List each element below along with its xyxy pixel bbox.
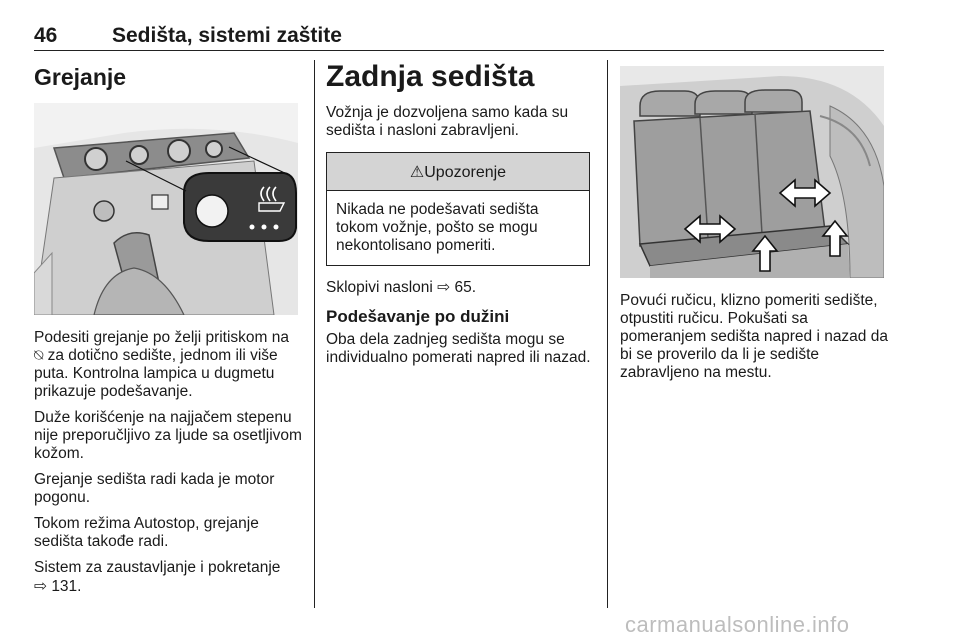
- stop-start-text: Sistem za zaustavljanje i pokretanje: [34, 559, 281, 576]
- rear-seats-heading: Zadnja sedišta: [326, 60, 535, 93]
- column-divider-1: [314, 60, 315, 608]
- warning-body: [327, 191, 589, 265]
- heated-seat-icon: ⍉: [34, 347, 44, 364]
- warning-title: Upozorenje: [424, 164, 507, 181]
- warning-text: Nikada ne podešavati sedišta tokom vožnje, pošto se mogu nekontolisano pomeriti.: [336, 201, 539, 254]
- column-heating: [34, 60, 302, 604]
- column-divider-2: [607, 60, 608, 608]
- column-rear-seats: [326, 60, 594, 375]
- heating-paragraph-5: [34, 559, 302, 596]
- length-adjust-text: Oba dela zadnjeg sedišta mogu se individualno pomerati napred ili nazad.: [326, 331, 591, 366]
- fold-text: Sklopivi nasloni: [326, 279, 433, 296]
- watermark: carmanualsonline.info: [625, 612, 850, 637]
- page-title: Sedišta, sistemi zaštite: [112, 24, 342, 47]
- rear-seats-intro: Vožnja je dozvoljena samo kada su sedišta i nasloni zabravljeni.: [326, 104, 569, 139]
- stop-start-page-link[interactable]: 131.: [51, 578, 82, 595]
- heating-paragraph-3: Grejanje sedišta radi kada je motor pogonu.: [34, 471, 275, 506]
- warning-icon: ⚠: [409, 164, 425, 181]
- seat-adjust-text: Povući ručicu, klizno pomeriti sedište, otpustiti ručicu. Pokušati sa pomeranjem sedišta napred i nazad da bi se proverilo da li je sedište zabravljeno na mestu.: [620, 292, 888, 381]
- heating-p1-text-cont: za dotično sedište, jednom ili više puta. Kontrolna lampica u dugmetu prikazuje podešavanje.: [34, 347, 278, 400]
- rear-seats-figure: [620, 66, 884, 278]
- column-seat-adjust: [620, 60, 888, 390]
- warning-header: [327, 153, 589, 191]
- length-adjust-heading: Podešavanje po dužini: [326, 307, 510, 326]
- fold-page-link[interactable]: 65.: [454, 279, 477, 296]
- page-header: [34, 24, 884, 51]
- heating-paragraph-1: [34, 329, 302, 401]
- heating-p1-text: Podesiti grejanje po želji pritiskom na: [34, 329, 290, 346]
- heated-seat-dashboard-figure: [34, 103, 298, 315]
- page-number: 46: [34, 24, 58, 47]
- page-reference-arrow-icon: ⇨: [437, 278, 451, 296]
- heating-heading: Grejanje: [34, 64, 127, 90]
- heating-paragraph-2: Duže korišćenje na najjačem stepenu nije preporučljivo za ljude sa osetljivom kožom.: [34, 409, 302, 462]
- warning-box: [326, 152, 590, 266]
- fold-paragraph: [326, 278, 594, 297]
- heating-paragraph-4: Tokom režima Autostop, grejanje sedišta takođe radi.: [34, 515, 259, 550]
- page-reference-arrow-icon: ⇨: [34, 577, 47, 595]
